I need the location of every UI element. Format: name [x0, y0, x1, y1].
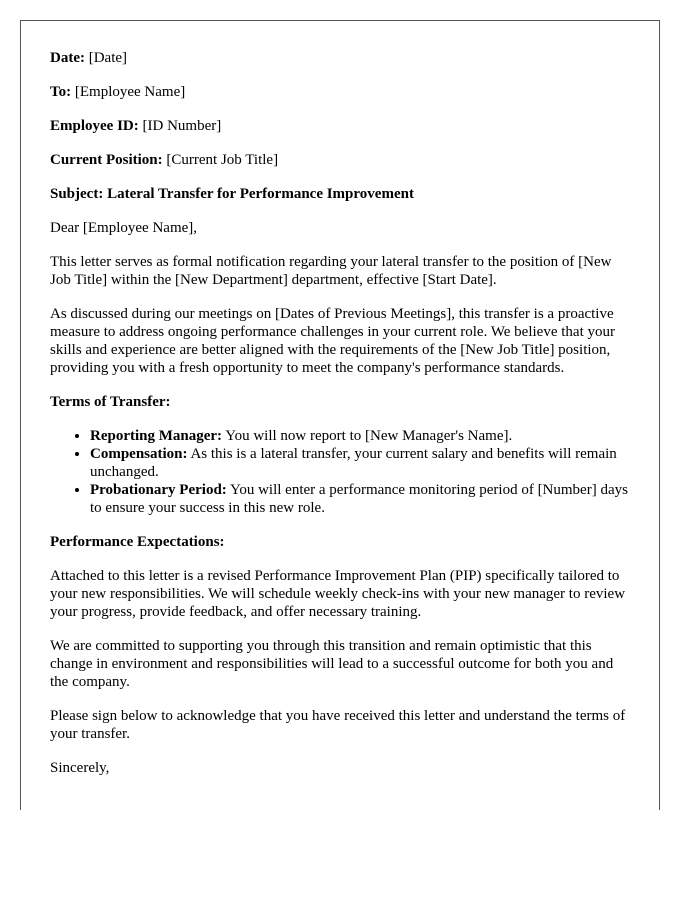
date-line — [50, 49, 634, 67]
position-line — [50, 151, 634, 169]
date-value: [Date] — [88, 50, 128, 66]
pip-paragraph: Attached to this letter is a revised Performance Improvement Plan (PIP) specifically tailored to your new responsibilities. We will schedule weekly check-ins with your new manager to review your progress, provide feedback, and offer necessary training. — [50, 568, 626, 620]
employee-id-line — [50, 117, 634, 135]
list-item — [90, 427, 634, 445]
terms-list — [50, 427, 634, 517]
reporting-manager-text: You will now report to [New Manager's Name]. — [225, 428, 513, 444]
acknowledge-paragraph: Please sign below to acknowledge that you have received this letter and understand the terms of your transfer. — [50, 708, 626, 742]
reporting-manager-label: Reporting Manager: — [90, 428, 223, 444]
terms-heading: Terms of Transfer: — [50, 394, 171, 410]
list-item — [90, 481, 634, 517]
date-label: Date: — [50, 50, 85, 66]
context-paragraph: As discussed during our meetings on [Dates of Previous Meetings], this transfer is a proactive measure to address ongoing performance challenges in your current role. We believe that your skills and experience are better aligned with the requirements of the [New Job Title] position, providing you with a fresh opportunity to meet the company's performance standards. — [50, 306, 615, 376]
salutation: Dear [Employee Name], — [50, 220, 198, 236]
commitment-paragraph: We are committed to supporting you through this transition and remain optimistic that this change in environment and responsibilities will lead to a successful outcome for both you and the company. — [50, 638, 614, 690]
letter-page — [20, 20, 660, 810]
to-line — [50, 83, 634, 101]
position-label: Current Position: — [50, 152, 163, 168]
compensation-label: Compensation: — [90, 446, 188, 462]
probationary-period-text: You will enter a performance monitoring period of [Number] days to ensure your success in this new role. — [90, 482, 628, 516]
to-value: [Employee Name] — [74, 84, 186, 100]
compensation-text: As this is a lateral transfer, your current salary and benefits will remain unchanged. — [90, 446, 617, 480]
position-value: [Current Job Title] — [166, 152, 279, 168]
letter-body — [50, 49, 634, 793]
employee-id-label: Employee ID: — [50, 118, 139, 134]
expectations-heading: Performance Expectations: — [50, 534, 225, 550]
list-item — [90, 445, 634, 481]
intro-paragraph: This letter serves as formal notification regarding your lateral transfer to the position of [New Job Title] within the [New Department] department, effective [Start Date]. — [50, 254, 612, 288]
employee-id-value: [ID Number] — [142, 118, 222, 134]
to-label: To: — [50, 84, 72, 100]
closing: Sincerely, — [50, 760, 110, 776]
subject-line: Subject: Lateral Transfer for Performance Improvement — [50, 186, 414, 202]
probationary-period-label: Probationary Period: — [90, 482, 227, 498]
